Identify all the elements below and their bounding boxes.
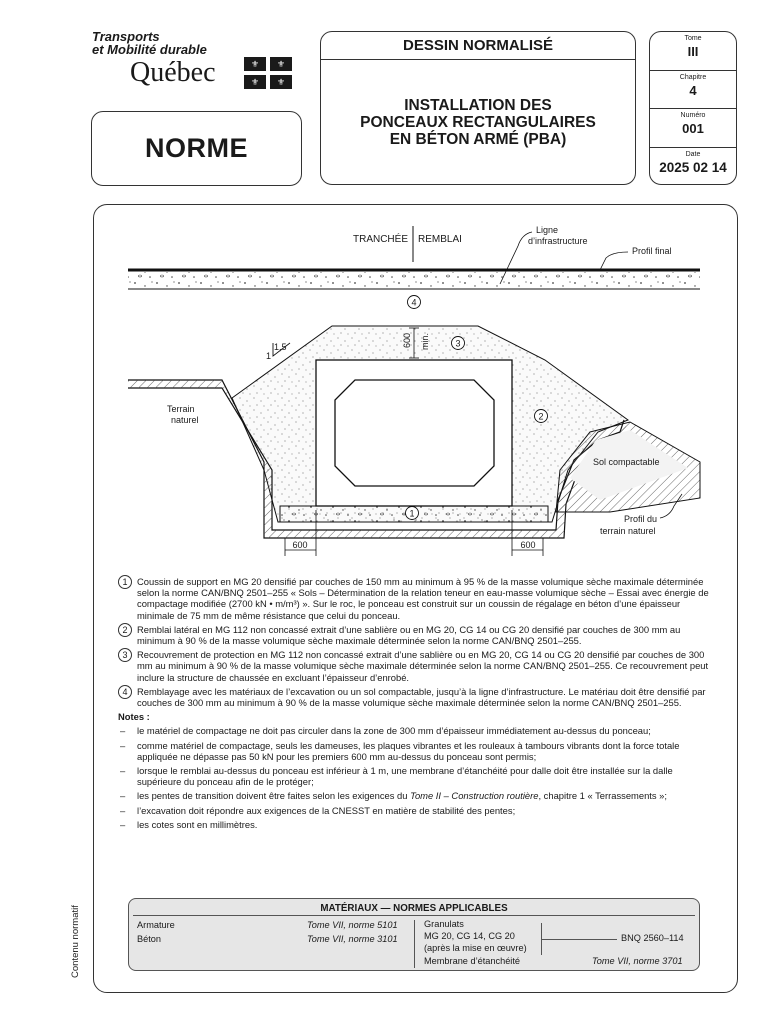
note-text: lorsque le remblai au-dessus du ponceau est inférieur à 1 m, une membrane d’étanchéité pour dalle doit être installée sur la dalle supérieure du ponceau afin de le protéger; <box>137 765 673 788</box>
fill-label: REMBLAI <box>418 234 462 245</box>
legend-text: Coussin de support en MG 20 densifié par couches de 150 mm au minimum à 95 % de la masse volumique sèche maximale déterminée selon la norme CAN/BNQ 2501–255 « Sols – Détermination de la relation teneur en eau-masse volumique sèche – Essai avec énergie de compactage modifiée (2700 kN • m/m³) ». Sur le roc, le ponceau est construit sur un coussin de régalage en béton d’une épaisseur minimale de 75 mm de même résistance que celui du ponceau. <box>137 576 709 621</box>
zone-1-marker: 1 <box>409 508 415 519</box>
trench-label: TRANCHÉE <box>352 234 408 245</box>
note-text <box>137 790 718 801</box>
natural-profile-label-2: terrain naturel <box>600 526 656 536</box>
ref-value: 001 <box>682 121 704 136</box>
note-text: comme matériel de compactage, seuls les dameuses, les plaques vibrantes et les rouleaux à tambours vibrants dont la force totale appliquée ne dépasse pas 50 kN pour les premiers 600 mm au-dessus du ponceau sont permis; <box>137 739 680 762</box>
legend <box>118 576 718 833</box>
note-text: les cotes sont en millimètres. <box>137 818 258 830</box>
side-label: Contenu normatif <box>70 905 81 978</box>
note-text-post: , chapitre 1 « Terrassements »; <box>538 790 668 802</box>
legend-item <box>118 686 718 708</box>
natural-ground-label-2: naturel <box>171 415 199 425</box>
title-line: EN BÉTON ARMÉ (PBA) <box>389 130 567 148</box>
beton-ref: Tome VII, norme 3101 <box>307 934 398 944</box>
slope-rise: 1 <box>266 351 272 361</box>
ref-value: III <box>687 44 699 59</box>
compact-soil-label: Sol compactable <box>593 457 660 467</box>
armature-ref: Tome VII, norme 5101 <box>307 920 398 930</box>
legend-number: 1 <box>118 575 132 589</box>
ref-label: Chapitre <box>679 73 707 81</box>
svg-text:⚜: ⚜ <box>276 59 286 69</box>
note-text-ref: Tome II – Construction routière <box>410 790 539 802</box>
notes-title: Notes : <box>118 711 150 723</box>
zone-3-marker: 3 <box>455 338 461 349</box>
legend-number: 4 <box>118 685 132 699</box>
ref-label: Tome <box>684 35 702 42</box>
note-item: – lorsque le remblai au-dessus du ponceau est inférieur à 1 m, une membrane d’étanchéité pour dalle doit être installée sur la dalle supérieure du ponceau afin de le protéger; <box>118 765 718 787</box>
membrane-ref: Tome VII, norme 3701 <box>592 956 683 966</box>
org-line-3: Québec <box>130 57 216 88</box>
granulats-label: Granulats <box>424 919 464 929</box>
infra-line-label-2: d’infrastructure <box>528 236 588 246</box>
legend-text: Recouvrement de protection en MG 112 non concassé extrait d’une sablière ou en MG 20, CG 14 ou CG 20 densifié par couches de 300 mm au minimum à 90 % de la masse volumique sèche maximale déterminée selon la norme CAN/BNQ 2501–255. Ce recouvrement peut inclure la structure de chaussée en excluant l’épaisseur d’enrobé. <box>137 649 709 683</box>
doc-type: NORME <box>145 133 248 163</box>
ref-value: 4 <box>689 82 697 98</box>
org-line-2: et Mobilité durable <box>92 42 207 57</box>
note-item: – les pentes de transition doivent être faites selon les exigences du Tome II – Construction routière, chapitre 1 « Terrassements »; <box>118 790 718 801</box>
road-profile <box>128 270 700 289</box>
legend-number: 2 <box>118 623 132 637</box>
natural-ground-label: Terrain <box>167 404 195 414</box>
cover-min-unit: min. <box>420 332 430 350</box>
granulats-types: MG 20, CG 14, CG 20 <box>424 931 515 941</box>
note-item: – comme matériel de compactage, seuls les dameuses, les plaques vibrantes et les rouleaux à tambours vibrants dont la force totale appliquée ne dépasse pas 50 kN pour les premiers 600 mm au-dessus du ponceau sont permis; <box>118 740 718 762</box>
armature-label: Armature <box>137 920 175 930</box>
membrane-label: Membrane d’étanchéité <box>424 956 521 966</box>
title-line: PONCEAUX RECTANGULAIRES <box>360 113 596 131</box>
zone-4-marker: 4 <box>411 297 417 308</box>
cover-min-value: 600 <box>402 332 412 348</box>
slope-run: 1,5 <box>274 342 287 352</box>
note-text: le matériel de compactage ne doit pas circuler dans la zone de 300 mm d’épaisseur immédiatement au-dessus du ponceau; <box>137 725 651 737</box>
legend-number: 3 <box>118 648 132 662</box>
drawing-label: DESSIN NORMALISÉ <box>321 32 635 60</box>
granulats-ref: BNQ 2560–114 <box>621 933 684 943</box>
note-item: – l’excavation doit répondre aux exigences de la CNESST en matière de stabilité des pentes; <box>118 805 718 816</box>
zone-2-marker: 2 <box>538 411 544 422</box>
ref-label: Date <box>685 150 701 158</box>
ref-value: 2025 02 14 <box>659 159 727 175</box>
legend-text: Remblayage avec les matériaux de l’excavation ou un sol compactable, jusqu’à la ligne d’infrastructure. Le matériau doit être densifié par couches de 300 mm au minimum à 90 % de la masse volumique sèche maximale déterminée selon la norme CAN/BNQ 2501–255. <box>137 685 706 709</box>
granulats-note: (après la mise en œuvre) <box>424 943 527 953</box>
svg-text:⚜: ⚜ <box>250 59 260 69</box>
ref-label: Numéro <box>680 112 706 119</box>
note-item: – les cotes sont en millimètres. <box>118 819 718 830</box>
beton-label: Béton <box>137 934 162 944</box>
note-text: l’excavation doit répondre aux exigences de la CNESST en matière de stabilité des pentes; <box>137 804 516 816</box>
legend-text: Remblai latéral en MG 112 non concassé extrait d’une sablière ou en MG 20, CG 14 ou CG 20 densifié par couches de 300 mm au minimum à 90 % de la masse volumique sèche maximale déterminée selon la norme CAN/BNQ 2501–255. <box>137 623 681 647</box>
natural-profile-label: Profil du <box>624 514 658 524</box>
svg-text:⚜: ⚜ <box>276 77 286 87</box>
width-right: 600 <box>520 540 536 550</box>
width-left: 600 <box>292 540 308 550</box>
note-text-pre: les pentes de transition doivent être faites selon les exigences du <box>137 790 411 802</box>
materials-title: MATÉRIAUX — NORMES APPLICABLES <box>320 903 508 914</box>
legend-item <box>118 576 718 621</box>
infra-line-label: Ligne <box>536 225 559 235</box>
note-item: – le matériel de compactage ne doit pas circuler dans la zone de 300 mm d’épaisseur immédiatement au-dessus du ponceau; <box>118 725 718 736</box>
final-profile-label: Profil final <box>632 246 672 256</box>
title-line: INSTALLATION DES <box>404 96 552 114</box>
svg-text:⚜: ⚜ <box>250 77 260 87</box>
legend-item <box>118 649 718 683</box>
legend-item <box>118 624 718 646</box>
org-line-1: Transports <box>92 29 160 44</box>
materials-table <box>128 898 700 971</box>
